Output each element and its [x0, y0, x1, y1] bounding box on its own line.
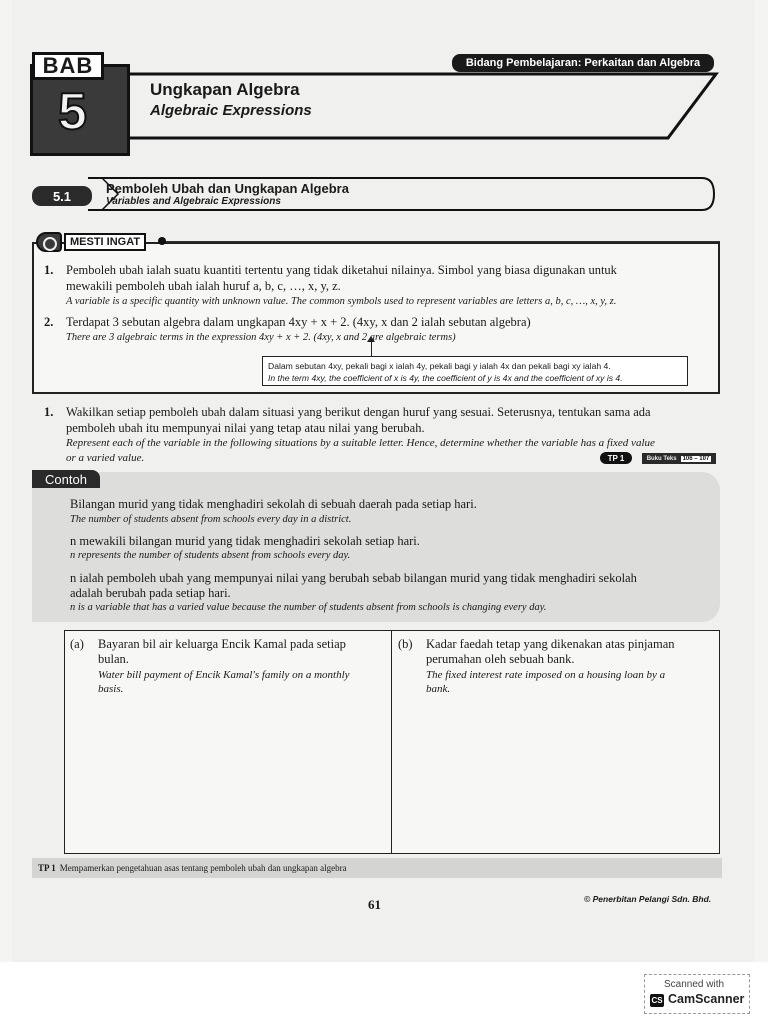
cell-label: (a): [70, 637, 84, 651]
callout-arrow-line: [371, 340, 372, 356]
tp-footer-label: TP 1: [38, 863, 56, 873]
coefficient-callout: [262, 356, 688, 386]
brain-icon: [36, 232, 62, 252]
note-text-line: mewakili pemboleh ubah ialah huruf a, b, c, …, x, y, z.: [66, 279, 341, 293]
textbook-reference-badge: [642, 453, 716, 464]
section-number: 5.1: [32, 186, 92, 206]
cell-text-line: Bayaran bil air keluarga Encik Kamal pada setiap: [98, 637, 346, 651]
cell-text-line: Kadar faedah tetap yang dikenakan atas pinjaman: [426, 637, 675, 651]
scanned-with-text: Scanned with: [664, 979, 725, 990]
mesti-ingat-dot: [158, 237, 166, 245]
tp-footer-text: Mempamerkan pengetahuan asas tentang pemboleh ubah dan ungkapan algebra: [59, 863, 347, 873]
callout-arrow-head: [367, 336, 375, 342]
cell-english-line: Water bill payment of Encik Kamal's family on a monthly: [98, 669, 350, 681]
example-representation: n mewakili bilangan murid yang tidak menghadiri sekolah setiap hari.: [70, 534, 420, 548]
section-subtitle: Variables and Algebraic Expressions: [106, 196, 281, 207]
example-tag: Contoh: [32, 470, 100, 488]
mesti-ingat-label: MESTI INGAT: [64, 233, 146, 251]
example-representation-english: n represents the number of students absent from schools every day.: [70, 550, 351, 561]
chapter-number: 5: [58, 83, 87, 141]
note-text-line: Terdapat 3 sebutan algebra dalam ungkapan 4xy + x + 2. (4xy, x dan 2 ialah sebutan algebra): [66, 315, 531, 329]
example-situation: Bilangan murid yang tidak menghadiri sekolah di sebuah daerah pada setiap hari.: [70, 497, 477, 511]
cell-english-line: bank.: [426, 683, 451, 695]
learning-field-banner: Bidang Pembelajaran: Perkaitan dan Algebra: [452, 54, 714, 72]
cell-text-line: bulan.: [98, 652, 129, 666]
question-line-1: Wakilkan setiap pemboleh ubah dalam situasi yang berikut dengan huruf yang sesuai. Seterusnya, tentukan sama ada: [66, 405, 651, 419]
tp-badge: TP 1: [600, 452, 632, 464]
mesti-ingat-tag: [36, 232, 146, 252]
publisher-credit: © Penerbitan Pelangi Sdn. Bhd.: [584, 894, 712, 904]
camscanner-logo-icon: CS: [651, 996, 663, 1005]
buku-pages: 106 – 107: [682, 455, 710, 462]
bab-label: BAB: [32, 52, 104, 80]
buku-label: Buku Teks: [646, 455, 677, 462]
section-title: Pemboleh Ubah dan Ungkapan Algebra: [106, 181, 349, 196]
example-answer-line-2: adalah berubah pada setiap hari.: [70, 586, 231, 600]
note-text-line: Pemboleh ubah ialah suatu kuantiti tertentu yang tidak diketahui nilainya. Simbol yang biasa digunakan untuk: [66, 263, 617, 277]
tp-footer-bar: [32, 858, 722, 878]
cell-text-line: perumahan oleh sebuah bank.: [426, 652, 575, 666]
question-english-2: or a varied value.: [66, 452, 145, 464]
chapter-subtitle: Algebraic Expressions: [150, 102, 312, 119]
question-line-2: pemboleh ubah itu mempunyai nilai yang tetap atau nilai yang berubah.: [66, 421, 425, 435]
example-situation-english: The number of students absent from schools every day in a district.: [70, 514, 352, 525]
answer-cell-a[interactable]: [70, 637, 388, 847]
answer-table-divider: [391, 630, 392, 854]
note-number: 1.: [44, 263, 54, 277]
answer-cell-b[interactable]: [398, 637, 716, 847]
cell-english-line: basis.: [98, 683, 124, 695]
chapter-title: Ungkapan Algebra: [150, 80, 300, 99]
note-number: 2.: [44, 315, 54, 329]
cell-english-line: The fixed interest rate imposed on a housing loan by a: [426, 669, 666, 681]
note-english: A variable is a specific quantity with unknown value. The common symbols used to represent variables are letters a, b, c, …, x, y, z.: [66, 296, 617, 307]
example-answer-english: n is a variable that has a varied value because the number of students absent from schools is changing every day.: [70, 602, 547, 613]
camscanner-name: CamScanner: [668, 992, 745, 1006]
note-english: There are 3 algebraic terms in the expression 4xy + x + 2. (4xy, x and 2 are algebraic terms): [66, 332, 456, 343]
callout-line-english: In the term 4xy, the coefficient of x is 4y, the coefficient of y is 4x and the coefficient of xy is 4.: [268, 373, 623, 383]
question-english-1: Represent each of the variable in the following situations by a suitable letter. Hence, determine whether the variable has a fixed value: [66, 437, 655, 449]
page-number: 61: [368, 897, 381, 912]
cell-label: (b): [398, 637, 413, 651]
example-answer-line-1: n ialah pemboleh ubah yang mempunyai nilai yang berubah sebab bilangan murid yang tidak menghadiri sekolah: [70, 571, 637, 585]
question-number: 1.: [44, 405, 54, 419]
mesti-ingat-rule: [164, 241, 720, 242]
callout-line: Dalam sebutan 4xy, pekali bagi x ialah 4y, pekali bagi y ialah 4x dan pekali bagi xy ialah 4.: [268, 361, 611, 371]
